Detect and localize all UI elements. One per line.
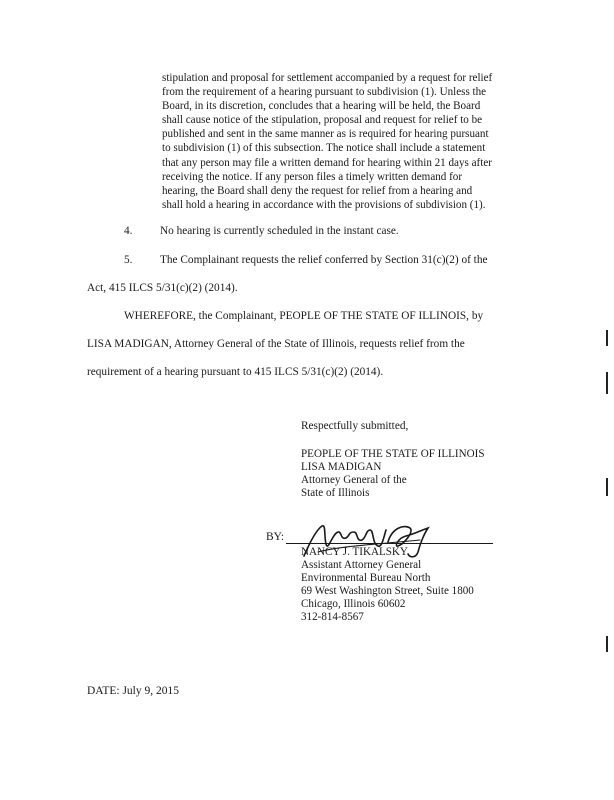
paragraph-5-line: Act, 415 ILCS 5/31(c)(2) (2014). bbox=[87, 282, 238, 294]
signer-line: Assistant Attorney General bbox=[301, 558, 422, 571]
signer-line: Environmental Bureau North bbox=[301, 571, 431, 584]
party-line: PEOPLE OF THE STATE OF ILLINOIS bbox=[301, 448, 485, 460]
paragraph-5-line: The Complainant requests the relief conferred by Section 31(c)(2) of the bbox=[160, 254, 488, 266]
margin-mark bbox=[606, 372, 608, 394]
quote-line: published and sent in the same manner as is required for hearing pursuant bbox=[162, 128, 489, 141]
wherefore-line: requirement of a hearing pursuant to 415 ILCS 5/31(c)(2) (2014). bbox=[87, 366, 384, 378]
quote-line: that any person may file a written demand for hearing within 21 days after bbox=[162, 156, 492, 169]
party-line: State of Illinois bbox=[301, 486, 370, 499]
signer-phone: 312-814-8567 bbox=[301, 610, 364, 623]
party-line: Attorney General of the bbox=[301, 473, 407, 486]
by-label: BY: bbox=[266, 531, 285, 543]
quote-line: Board, in its discretion, concludes that a hearing will be held, the Board bbox=[162, 100, 481, 113]
quote-line: shall hold a hearing in accordance with the provisions of subdivision (1). bbox=[162, 198, 486, 211]
document-date: DATE: July 9, 2015 bbox=[87, 685, 179, 697]
quote-line: from the requirement of a hearing pursuant to subdivision (1). Unless the bbox=[162, 86, 487, 99]
signer-name: NANCY J. TIKALSKY bbox=[301, 546, 408, 558]
party-line: LISA MADIGAN bbox=[301, 460, 382, 473]
quote-line: to subdivision (1) of this subsection. The notice shall include a statement bbox=[162, 142, 486, 155]
wherefore-line: LISA MADIGAN, Attorney General of the State of Illinois, requests relief from the bbox=[87, 338, 465, 350]
paragraph-5-number: 5. bbox=[124, 254, 133, 266]
wherefore-line: WHEREFORE, the Complainant, PEOPLE OF THE STATE OF ILLINOIS, by bbox=[124, 310, 484, 322]
paragraph-4-text: No hearing is currently scheduled in the instant case. bbox=[160, 225, 399, 237]
margin-mark bbox=[606, 636, 608, 652]
signer-block bbox=[301, 546, 474, 623]
margin-mark bbox=[606, 330, 608, 346]
signer-line: 69 West Washington Street, Suite 1800 bbox=[301, 584, 474, 597]
signer-line: Chicago, Illinois 60602 bbox=[301, 597, 406, 610]
paragraph-4-number: 4. bbox=[124, 225, 133, 237]
quote-line: hearing, the Board shall deny the request for relief from a hearing and bbox=[162, 184, 473, 197]
quote-line: shall cause notice of the stipulation, proposal and request for relief to be bbox=[162, 114, 483, 127]
margin-mark bbox=[606, 478, 608, 496]
quote-line: stipulation and proposal for settlement accompanied by a request for relief bbox=[162, 72, 493, 84]
closing-salutation: Respectfully submitted, bbox=[301, 420, 409, 432]
quote-line: receiving the notice. If any person files a timely written demand for bbox=[162, 170, 463, 183]
statute-quote-block bbox=[162, 71, 518, 212]
party-block bbox=[301, 448, 485, 500]
